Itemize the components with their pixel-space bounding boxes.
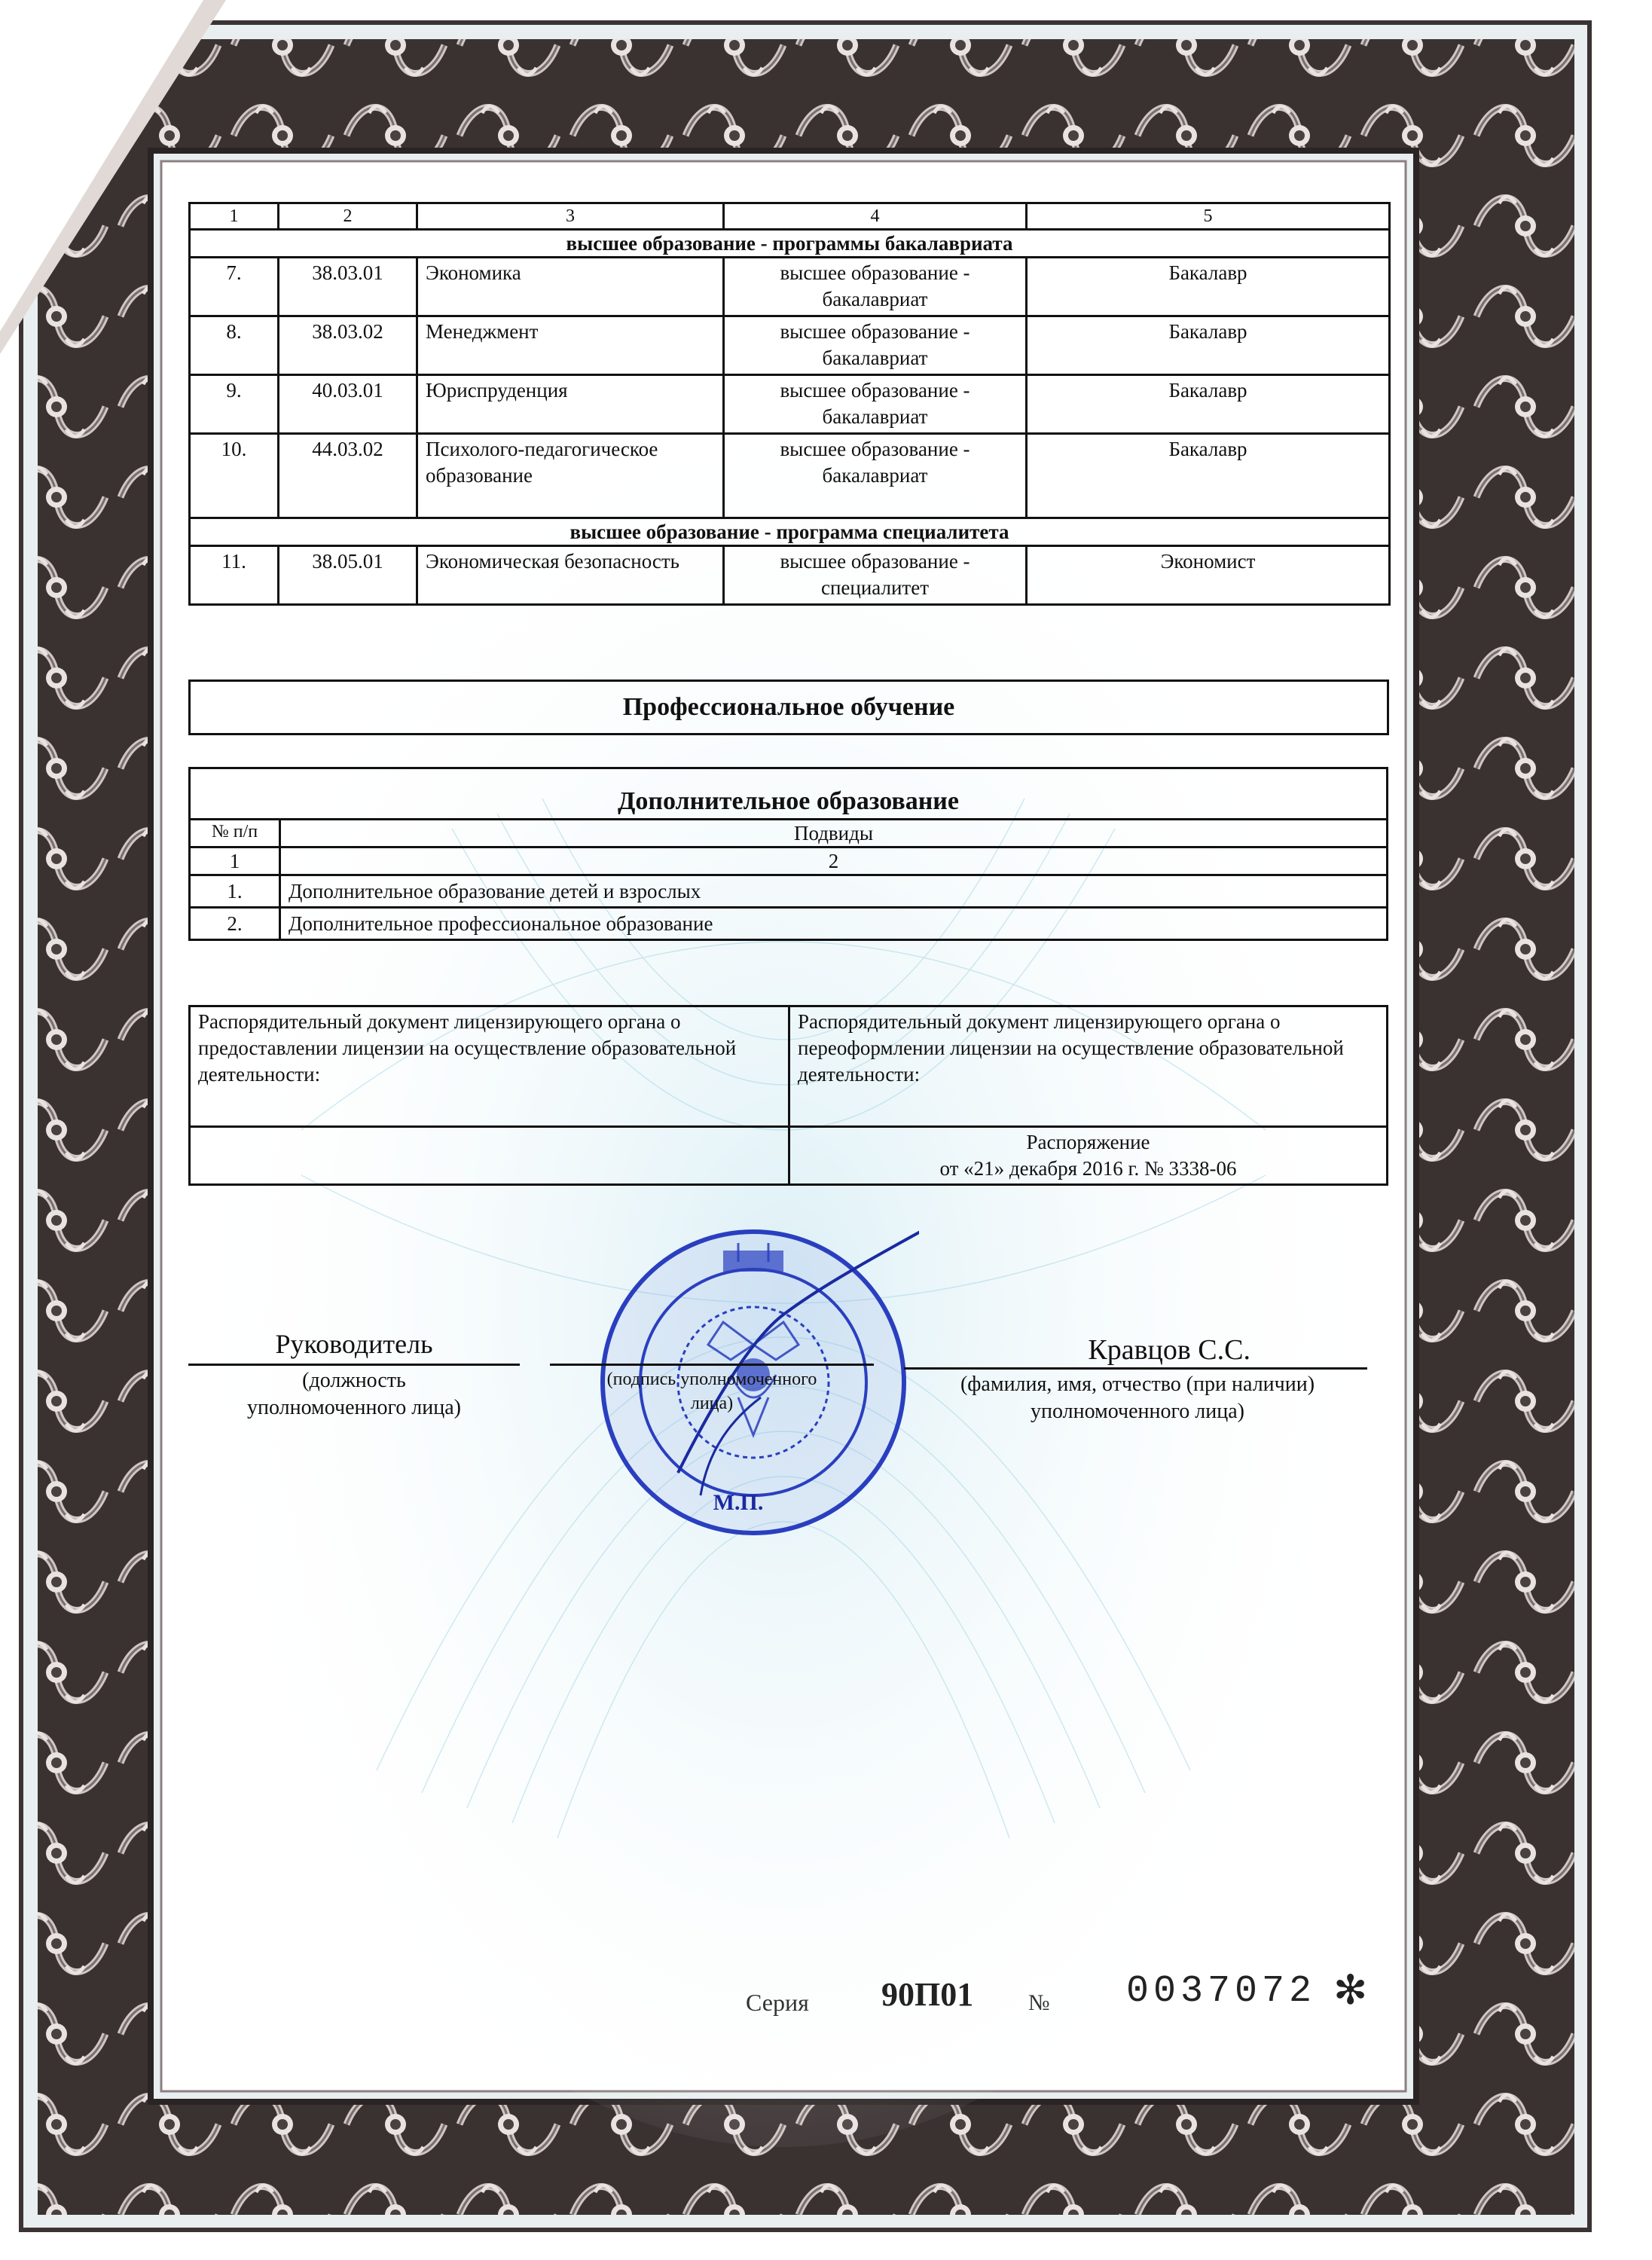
decree-right-text: Распорядительный документ лицензирующего органа о переоформлении лицензии на осуществление образовательной деятельности: xyxy=(789,1006,1388,1127)
column-index: 4 xyxy=(724,203,1027,230)
row-number: 8. xyxy=(190,316,279,375)
row-number: 11. xyxy=(190,546,279,605)
license-programs-table xyxy=(188,202,1388,606)
column-header-subtypes: Подвиды xyxy=(280,820,1388,848)
program-code: 44.03.02 xyxy=(279,434,417,518)
qualification: Бакалавр xyxy=(1027,316,1390,375)
signature-underline xyxy=(550,1364,874,1366)
program-code: 38.03.01 xyxy=(279,258,417,316)
column-index: 3 xyxy=(417,203,724,230)
table-row xyxy=(190,546,1390,605)
decree-right-value xyxy=(789,1127,1388,1185)
decree-type: Распоряжение xyxy=(1026,1131,1150,1153)
additional-education-title: Дополнительное образование xyxy=(190,768,1388,820)
row-number: 1. xyxy=(190,875,280,908)
decree-date-number: от «21» декабря 2016 г. № 3338-06 xyxy=(939,1157,1237,1180)
program-name: Юриспруденция xyxy=(417,375,724,434)
table-index-row xyxy=(190,203,1390,230)
authorized-person-name: Кравцов С.С. xyxy=(1088,1334,1250,1366)
name-caption xyxy=(904,1371,1371,1425)
subtype-name: Дополнительное профессиональное образование xyxy=(280,908,1388,940)
section-row xyxy=(190,518,1390,546)
program-code: 38.03.02 xyxy=(279,316,417,375)
row-number: 10. xyxy=(190,434,279,518)
name-caption-line1: (фамилия, имя, отчество (при наличии) xyxy=(960,1373,1315,1396)
program-name: Экономика xyxy=(417,258,724,316)
name-underline xyxy=(904,1367,1367,1370)
decree-left-text: Распорядительный документ лицензирующего органа о предоставлении лицензии на осуществление образовательной деятельности: xyxy=(190,1006,789,1127)
column-index: 2 xyxy=(279,203,417,230)
column-index: 1 xyxy=(190,848,280,875)
position-caption-line2: уполномоченного лица) xyxy=(247,1396,461,1419)
column-header-num: № п/п xyxy=(190,820,280,848)
decree-table xyxy=(188,1005,1388,1186)
education-level: высшее образование - бакалавриат xyxy=(724,258,1027,316)
signature-caption-line2: лица) xyxy=(690,1394,734,1413)
table-row xyxy=(190,258,1390,316)
row-number: 9. xyxy=(190,375,279,434)
program-code: 38.05.01 xyxy=(279,546,417,605)
qualification: Бакалавр xyxy=(1027,258,1390,316)
additional-education-table xyxy=(188,767,1388,941)
program-name: Менеджмент xyxy=(417,316,724,375)
professional-training-heading: Профессиональное обучение xyxy=(188,680,1389,735)
program-name: Психолого-педагогическое образование xyxy=(417,434,724,518)
subtype-name: Дополнительное образование детей и взрослых xyxy=(280,875,1388,908)
asterisk-mark: ✻ xyxy=(1333,1968,1368,2013)
section-row xyxy=(190,230,1390,258)
column-index: 1 xyxy=(190,203,279,230)
number-label: № xyxy=(1028,1990,1050,2015)
series-label: Серия xyxy=(746,1989,809,2016)
decree-left-value xyxy=(190,1127,789,1185)
program-code: 40.03.01 xyxy=(279,375,417,434)
qualification: Экономист xyxy=(1027,546,1390,605)
position-caption-line1: (должность xyxy=(302,1369,406,1392)
row-number: 2. xyxy=(190,908,280,940)
education-level: высшее образование - бакалавриат xyxy=(724,316,1027,375)
stamp-mp-label: М.П. xyxy=(713,1490,764,1515)
table-row xyxy=(190,908,1388,940)
signature-caption xyxy=(550,1367,874,1416)
education-level: высшее образование - бакалавриат xyxy=(724,375,1027,434)
section-title-specialist: высшее образование - программа специалитета xyxy=(190,518,1390,546)
table-row xyxy=(190,375,1390,434)
name-caption-line2: уполномоченного лица) xyxy=(1031,1400,1244,1423)
table-row xyxy=(190,875,1388,908)
series-value: 90П01 xyxy=(881,1976,974,2013)
column-index: 2 xyxy=(280,848,1388,875)
license-number: 0037072 xyxy=(1126,1970,1317,2013)
education-level: высшее образование - бакалавриат xyxy=(724,434,1027,518)
qualification: Бакалавр xyxy=(1027,434,1390,518)
position-underline xyxy=(188,1364,520,1366)
position-value: Руководитель xyxy=(275,1329,433,1359)
program-name: Экономическая безопасность xyxy=(417,546,724,605)
qualification: Бакалавр xyxy=(1027,375,1390,434)
section-title-bachelor: высшее образование - программы бакалавриата xyxy=(190,230,1390,258)
table-row xyxy=(190,316,1390,375)
position-caption xyxy=(188,1367,520,1422)
signature-caption-line1: (подпись уполномоченного xyxy=(606,1370,817,1389)
row-number: 7. xyxy=(190,258,279,316)
column-index: 5 xyxy=(1027,203,1390,230)
education-level: высшее образование - специалитет xyxy=(724,546,1027,605)
table-row xyxy=(190,434,1390,518)
